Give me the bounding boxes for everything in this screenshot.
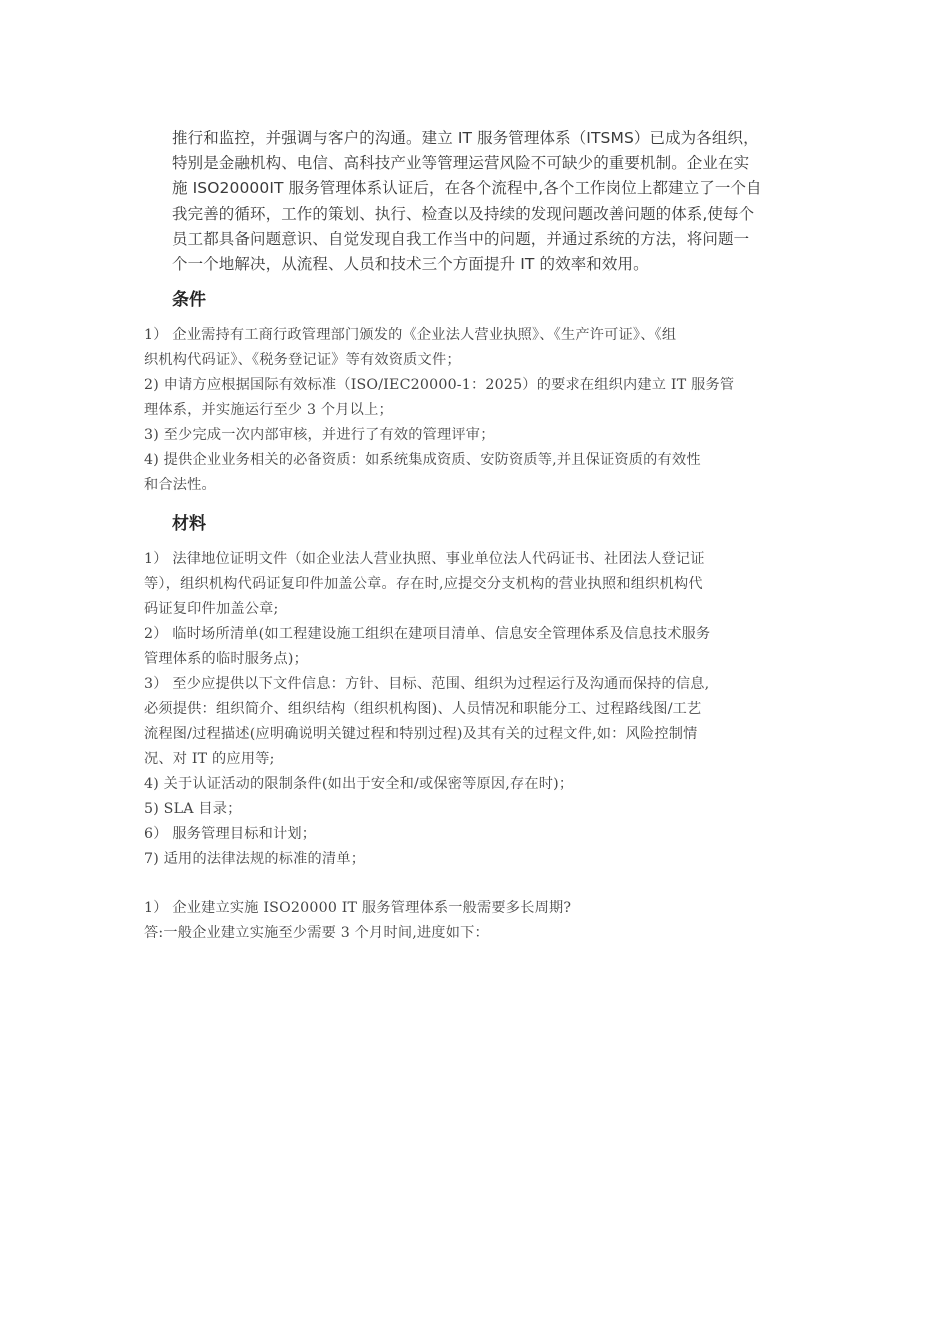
faq-answer: 答:一般企业建立实施至少需要 3 个月时间,进度如下：	[144, 925, 489, 941]
materials-line: 5) SLA 目录；	[144, 801, 242, 817]
materials-line: 2） 临时场所清单(如工程建设施工组织在建项目清单、信息安全管理体系及信息技术服务	[144, 626, 711, 642]
faq-section	[144, 896, 814, 946]
conditions-line: 理体系，并实施运行至少 3 个月以上；	[144, 402, 393, 418]
materials-line: 管理体系的临时服务点)；	[144, 651, 308, 667]
conditions-line: 织机构代码证》、《税务登记证》等有效资质文件；	[144, 352, 461, 368]
intro-line: 特别是金融机构、电信、高科技产业等管理运营风险不可缺少的重要机制。企业在实	[172, 154, 750, 173]
conditions-line: 1） 企业需持有工商行政管理部门颁发的《企业法人营业执照》、《生产许可证》、《组	[144, 327, 677, 343]
intro-line: 推行和监控，并强调与客户的沟通。建立 IT 服务管理体系（ITSMS）已成为各组织，	[172, 129, 759, 147]
materials-line: 3） 至少应提供以下文件信息：方针、目标、范围、组织为过程运行及沟通而保持的信息,	[144, 676, 710, 692]
materials-line: 1） 法律地位证明文件（如企业法人营业执照、事业单位法人代码证书、社团法人登记证	[144, 551, 705, 567]
faq-question: 1） 企业建立实施 ISO20000 IT 服务管理体系一般需要多长周期?	[144, 900, 572, 916]
conditions-line: 3) 至少完成一次内部审核，并进行了有效的管理评审；	[144, 427, 495, 443]
materials-line: 码证复印件加盖公章;	[144, 601, 279, 617]
intro-paragraph	[172, 126, 812, 277]
intro-line: 我完善的循环，工作的策划、执行、检查以及持续的发现问题改善问题的体系,使每个	[172, 204, 755, 223]
materials-line: 7) 适用的法律法规的标准的清单；	[144, 851, 366, 867]
materials-line: 流程图/过程描述(应明确说明关键过程和特别过程)及其有关的过程文件,如：风险控制情	[144, 726, 698, 742]
intro-line: 员工都具备问题意识、自觉发现自我工作当中的问题，并通过系统的方法，将问题一	[172, 229, 750, 248]
intro-line: 施 ISO20000IT 服务管理体系认证后，在各个流程中,各个工作岗位上都建立了一个自	[172, 179, 762, 198]
materials-line: 4) 关于认证活动的限制条件(如出于安全和/或保密等原因,存在时)；	[144, 776, 574, 792]
materials-list	[144, 547, 814, 872]
conditions-heading: 条件	[172, 290, 206, 310]
materials-line: 必须提供：组织简介、组织结构（组织机构图)、人员情况和职能分工、过程路线图/工艺	[144, 701, 702, 717]
conditions-list	[144, 323, 814, 498]
conditions-line: 2) 申请方应根据国际有效标准（ISO/IEC20000-1：2025）的要求在组织内建立 IT 服务管	[144, 377, 735, 393]
conditions-line: 和合法性。	[144, 477, 216, 493]
materials-line: 等），组织机构代码证复印件加盖公章。存在时,应提交分支机构的营业执照和组织机构代	[144, 576, 703, 592]
materials-line: 6） 服务管理目标和计划；	[144, 826, 317, 842]
intro-line: 个一个地解决，从流程、人员和技术三个方面提升 IT 的效率和效用。	[172, 255, 649, 274]
materials-heading: 材料	[172, 514, 206, 534]
conditions-line: 4) 提供企业业务相关的必备资质：如系统集成资质、安防资质等,并且保证资质的有效性	[144, 452, 701, 468]
materials-line: 况、对 IT 的应用等;	[144, 751, 275, 767]
